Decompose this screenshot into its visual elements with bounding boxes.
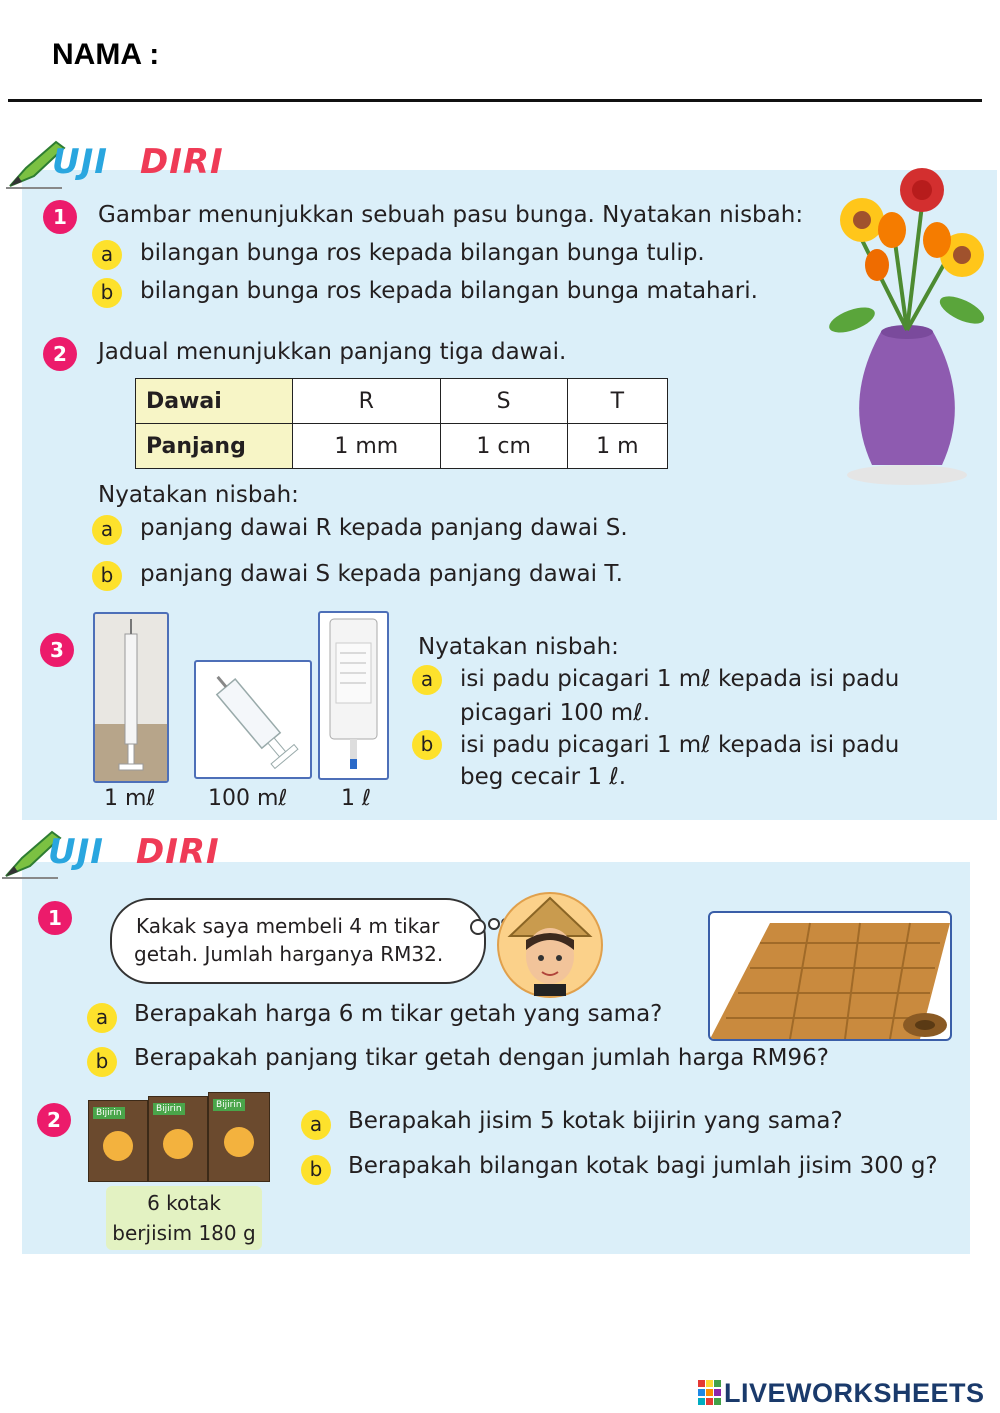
question-2-instruction: Nyatakan nisbah: [98, 482, 299, 508]
option-b-badge: b [412, 730, 442, 760]
question-3-option-b-line2: beg cecair 1 ℓ. [460, 764, 627, 790]
question-3-instruction: Nyatakan nisbah: [418, 634, 619, 660]
section1-title [6, 138, 246, 190]
question-2-option-b: panjang dawai S kepada panjang dawai T. [140, 561, 623, 587]
flower-vase-illustration [822, 160, 992, 490]
table-cell: 1 m [567, 424, 667, 469]
option-b-badge: b [92, 561, 122, 591]
question-3-option-a-line2: picagari 100 mℓ. [460, 700, 651, 726]
question-2-option-a: panjang dawai R kepada panjang dawai S. [140, 515, 628, 541]
option-a-badge: a [301, 1110, 331, 1140]
name-underline [8, 99, 982, 102]
question-1-number: 1 [38, 901, 72, 935]
question-1-option-a: bilangan bunga ros kepada bilangan bunga tulip. [140, 240, 705, 266]
question-3-number: 3 [40, 633, 74, 667]
cereal-box [208, 1092, 270, 1182]
section2-question-1-option-a: Berapakah harga 6 m tikar getah yang sama? [134, 1001, 663, 1027]
title-uji: UJI [52, 142, 108, 182]
title-uji: UJI [48, 832, 104, 872]
title-diri: DIRI [136, 832, 220, 872]
syringe-icon [95, 614, 167, 781]
logo-icon [698, 1380, 722, 1406]
section2-title [2, 828, 242, 880]
girl-avatar [496, 890, 604, 1000]
table-cell: 1 cm [440, 424, 567, 469]
iv-bag-icon [320, 613, 387, 778]
section2-question-2-option-b: Berapakah bilangan kotak bagi jumlah jisim 300 g? [348, 1153, 938, 1179]
cereal-mass-label [106, 1186, 262, 1250]
question-3-option-a-line1: isi padu picagari 1 mℓ kepada isi padu [460, 666, 900, 692]
option-a-badge: a [92, 515, 122, 545]
cereal-mass-line1: 6 kotak [147, 1191, 221, 1215]
question-2-prompt: Jadual menunjukkan panjang tiga dawai. [98, 339, 567, 365]
table-header-cell: Dawai [136, 379, 293, 424]
option-a-badge: a [87, 1003, 117, 1033]
caption-1ml: 1 mℓ [104, 786, 156, 811]
cereal-box [148, 1096, 208, 1182]
option-b-badge: b [92, 278, 122, 308]
large-syringe-icon [196, 662, 310, 777]
option-a-badge: a [92, 240, 122, 270]
cereal-box-label: Bijirin [213, 1099, 245, 1111]
table-cell: R [293, 379, 441, 424]
question-2-number: 2 [37, 1103, 71, 1137]
section2-question-1-option-b: Berapakah panjang tikar getah dengan jumlah harga RM96? [134, 1045, 829, 1071]
option-a-badge: a [412, 665, 442, 695]
question-3-option-b-line1: isi padu picagari 1 mℓ kepada isi padu [460, 732, 900, 758]
cereal-box-label: Bijirin [93, 1107, 125, 1119]
mat-roll-icon [710, 913, 950, 1039]
liveworksheets-logo [698, 1378, 998, 1412]
question-1-number: 1 [43, 200, 77, 234]
table-cell: S [440, 379, 567, 424]
caption-1l: 1 ℓ [341, 786, 372, 811]
cereal-box [88, 1100, 148, 1182]
wire-length-table [135, 378, 668, 469]
table-header-cell: Panjang [136, 424, 293, 469]
speech-bubble [110, 898, 486, 984]
table-cell: T [567, 379, 667, 424]
table-row [136, 424, 668, 469]
question-1-prompt: Gambar menunjukkan sebuah pasu bunga. Nyatakan nisbah: [98, 202, 804, 228]
question-2-number: 2 [43, 337, 77, 371]
title-diri: DIRI [140, 142, 224, 182]
iv-bag-image [318, 611, 389, 780]
question-1-option-b: bilangan bunga ros kepada bilangan bunga matahari. [140, 278, 758, 304]
bubble-text-line2: getah. Jumlah harganya RM32. [134, 942, 444, 966]
cereal-boxes-image [88, 1092, 270, 1180]
rubber-mat-image [708, 911, 952, 1041]
caption-100ml: 100 mℓ [208, 786, 288, 811]
name-label: NAMA : [52, 38, 160, 71]
option-b-badge: b [301, 1155, 331, 1185]
table-row [136, 379, 668, 424]
syringe-100ml-image [194, 660, 312, 779]
table-cell: 1 mm [293, 424, 441, 469]
cereal-mass-line2: berjisim 180 g [112, 1221, 256, 1245]
syringe-1ml-image [93, 612, 169, 783]
logo-text: LIVEWORKSHEETS [724, 1378, 985, 1408]
option-b-badge: b [87, 1047, 117, 1077]
section2-question-2-option-a: Berapakah jisim 5 kotak bijirin yang sama? [348, 1108, 843, 1134]
bubble-text-line1: Kakak saya membeli 4 m tikar [136, 914, 440, 938]
cereal-box-label: Bijirin [153, 1103, 185, 1115]
